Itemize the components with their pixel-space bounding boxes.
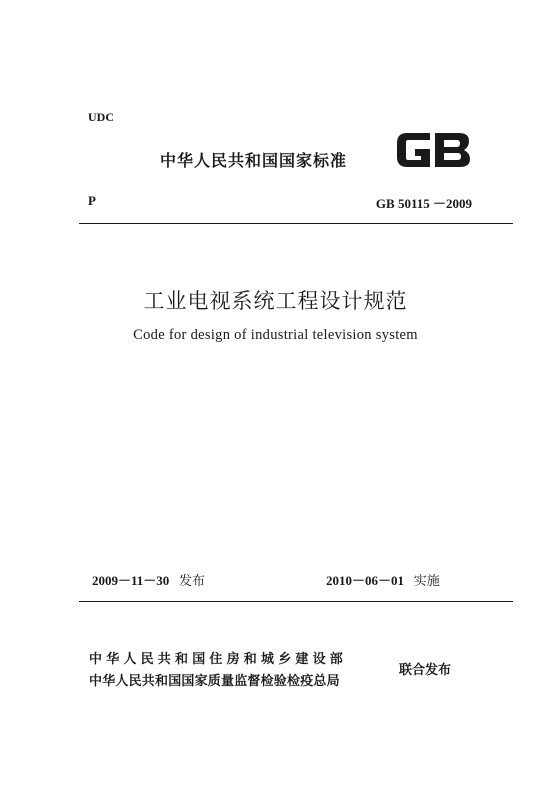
issuer-ministry: 中华人民共和国住房和城乡建设部 [89,652,348,667]
issue-label: 发布 [179,574,206,589]
bottom-divider [79,601,513,602]
standard-number: GB 50115 －2009 [375,196,472,211]
title-chinese: 工业电视系统工程设计规范 [143,289,408,313]
top-divider [79,223,513,224]
udc-label: UDC [88,110,114,124]
implement-date-line [326,570,440,589]
issuer-aqsiq: 中华人民共和国国家质量监督检验检疫总局 [89,674,340,689]
category-code: P [88,193,96,208]
issue-date: 2009－11－30 [92,573,170,588]
implement-label: 实施 [413,574,440,589]
joint-issue-label: 联合发布 [399,663,452,678]
title-english: Code for design of industrial television system [133,327,418,343]
gb-logo-icon [393,127,473,173]
national-standard-heading: 中华人民共和国国家标准 [160,151,348,170]
issue-date-line [92,570,205,589]
implement-date: 2010－06－01 [326,573,405,588]
